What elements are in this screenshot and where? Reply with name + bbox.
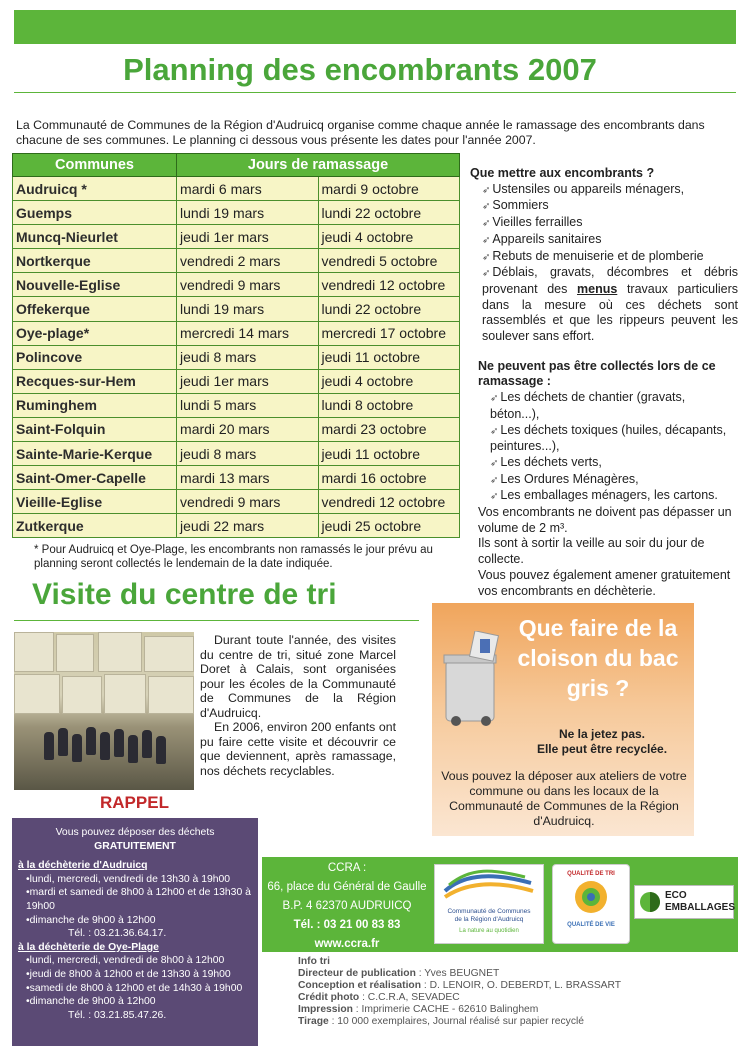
hours-line: •lundi, mercredi, vendredi de 13h30 à 19h00 bbox=[26, 873, 231, 885]
date-mars-cell: lundi 19 mars bbox=[177, 201, 318, 225]
rappel-gratuit: GRATUITEMENT bbox=[94, 840, 176, 852]
date-mars-cell: vendredi 2 mars bbox=[177, 249, 318, 273]
date-octobre-cell: mercredi 17 octobre bbox=[318, 321, 460, 345]
list-item: ➶ Les emballages ménagers, les cartons. bbox=[490, 488, 718, 503]
date-mars-cell: mardi 13 mars bbox=[177, 466, 318, 490]
commune-cell: Vieille-Eglise bbox=[13, 490, 177, 514]
encombrants-info bbox=[470, 166, 738, 599]
date-mars-cell: mardi 20 mars bbox=[177, 417, 318, 441]
commune-cell: Offekerque bbox=[13, 297, 177, 321]
commune-cell: Ruminghem bbox=[13, 393, 177, 417]
date-mars-cell: vendredi 9 mars bbox=[177, 490, 318, 514]
table-row bbox=[13, 321, 460, 345]
veille-text: Ils sont à sortir la veille au soir du jour de collecte. bbox=[478, 536, 705, 567]
list-item: ➶ Appareils sanitaires bbox=[482, 231, 602, 246]
arrow-icon: ➶ bbox=[482, 268, 491, 280]
hours-line: •dimanche de 9h00 à 12h00 bbox=[26, 914, 156, 926]
arrow-icon: ➶ bbox=[482, 184, 491, 196]
web-link[interactable]: www.ccra.fr bbox=[314, 938, 380, 950]
ccra-logo: Communauté de Communes de la Région d'Audruicq La nature au quotidien bbox=[434, 864, 544, 944]
grey-bin-icon bbox=[442, 631, 502, 727]
table-row bbox=[13, 393, 460, 417]
rappel-box bbox=[12, 818, 258, 1046]
arrow-icon: ➶ bbox=[482, 201, 491, 213]
cloison-box bbox=[432, 603, 694, 836]
arrow-icon: ➶ bbox=[490, 491, 499, 503]
list-item: ➶ Vieilles ferrailles bbox=[482, 215, 583, 230]
d1-title: à la déchèterie d'Audruicq bbox=[18, 860, 148, 872]
info-tri-credits: Info tri Directeur de publication : Yves BEUGNET Conception et réalisation : D. LENOIR, O. DEBERDT, L. BRASSART Crédit photo : C.C.R.A, SEVADEC Impression : Imprimerie CACHE - 62610 Balinghem Tirage : 10 000 exemplaires, Journal réalisé sur papier recyclé bbox=[298, 956, 622, 1027]
cloison-text: Vous pouvez la déposer aux ateliers de votre commune ou dans les locaux de la Communauté de Communes de la Région d'Audruicq. bbox=[441, 769, 687, 828]
date-octobre-cell: lundi 22 octobre bbox=[318, 201, 460, 225]
recycle-icon bbox=[553, 877, 629, 917]
date-octobre-cell: jeudi 11 octobre bbox=[318, 345, 460, 369]
date-octobre-cell: jeudi 4 octobre bbox=[318, 225, 460, 249]
not-list bbox=[470, 390, 738, 505]
table-row bbox=[13, 177, 460, 201]
date-mars-cell: lundi 5 mars bbox=[177, 393, 318, 417]
table-row bbox=[13, 345, 460, 369]
what-last-item: ➶ Déblais, gravats, décombres et débris provenant des menus travaux particuliers dans la mesure où ces déchets sont rassemblés et que les rippeurs peuvent les soulever sans effort. bbox=[482, 265, 738, 344]
commune-cell: Oye-plage* bbox=[13, 321, 177, 345]
commune-cell: Recques-sur-Hem bbox=[13, 369, 177, 393]
arrow-icon: ➶ bbox=[490, 474, 499, 486]
not-heading: Ne peuvent pas être collectés lors de ce ramassage : bbox=[478, 358, 716, 389]
dechetterie-text: Vous pouvez également amener gratuitement vos encombrants en déchèterie. bbox=[478, 567, 731, 598]
eco-emballages-logo: ECO EMBALLAGES bbox=[634, 885, 734, 919]
list-item: ➶ Les déchets de chantier (gravats, béton...), bbox=[490, 390, 686, 421]
cloison-bold: Ne la jetez pas. Elle peut être recyclée. bbox=[536, 727, 668, 756]
arrow-icon: ➶ bbox=[490, 457, 499, 469]
table-row bbox=[13, 490, 460, 514]
arrow-icon: ➶ bbox=[490, 393, 499, 405]
date-mars-cell: jeudi 1er mars bbox=[177, 369, 318, 393]
date-octobre-cell: lundi 22 octobre bbox=[318, 297, 460, 321]
date-mars-cell: jeudi 22 mars bbox=[177, 514, 318, 538]
date-mars-cell: vendredi 9 mars bbox=[177, 273, 318, 297]
rappel-label: RAPPEL bbox=[100, 793, 169, 812]
d1-hours bbox=[18, 873, 252, 927]
page-title: Planning des encombrants 2007 bbox=[123, 52, 597, 87]
table-row bbox=[13, 297, 460, 321]
contact-address: CCRA : 66, place du Général de Gaulle B.P. 4 62370 AUDRUICQ Tél. : 03 21 00 83 83 www.ccra.fr bbox=[262, 857, 432, 954]
list-item: ➶ Sommiers bbox=[482, 198, 549, 213]
list-item: ➶ Les déchets verts, bbox=[490, 454, 602, 469]
commune-cell: Saint-Omer-Capelle bbox=[13, 466, 177, 490]
date-octobre-cell: vendredi 12 octobre bbox=[318, 490, 460, 514]
intro-text: La Communauté de Communes de la Région d'Audruicq organise comme chaque année le ramassage des encombrants dans chacune de ses communes. Le planning ci dessous vous présente les dates pour l'année 2007. bbox=[16, 118, 705, 147]
list-item: ➶ Ustensiles ou appareils ménagers, bbox=[482, 181, 685, 196]
visite-p1: Durant toute l'année, des visites du centre de tri, situé zone Marcel Doret à Calais, sont organisées pour les écoles de la Communauté de Communes de la Région d'Audruicq. bbox=[200, 633, 396, 720]
table-row bbox=[13, 225, 460, 249]
schedule-header-row bbox=[13, 154, 460, 177]
date-mars-cell: jeudi 1er mars bbox=[177, 225, 318, 249]
contact-bar bbox=[262, 857, 738, 952]
col-jours: Jours de ramassage bbox=[177, 154, 460, 177]
top-green-bar bbox=[14, 10, 736, 44]
what-list bbox=[470, 182, 738, 266]
hours-line: •dimanche de 9h00 à 12h00 bbox=[26, 996, 156, 1008]
title-rule bbox=[14, 92, 736, 93]
date-octobre-cell: vendredi 5 octobre bbox=[318, 249, 460, 273]
commune-cell: Nortkerque bbox=[13, 249, 177, 273]
commune-cell: Zutkerque bbox=[13, 514, 177, 538]
qualite-tri-logo: QUALITÉ DE TRI QUALITÉ DE VIE bbox=[552, 864, 630, 944]
rappel-intro: Vous pouvez déposer des déchets bbox=[55, 827, 215, 838]
hours-line: •lundi, mercredi, vendredi de 8h00 à 12h00 bbox=[26, 955, 225, 967]
volume-text: Vos encombrants ne doivent pas dépasser un volume de 2 m³. bbox=[478, 505, 732, 535]
schedule-footnote: * Pour Audruicq et Oye-Plage, les encombrants non ramassés le jour prévu au planning seront collectés le lendemain de la date indiquée. bbox=[34, 544, 433, 570]
date-mars-cell: jeudi 8 mars bbox=[177, 442, 318, 466]
table-row bbox=[13, 273, 460, 297]
arrow-icon: ➶ bbox=[482, 218, 491, 230]
visite-title: Visite du centre de tri bbox=[32, 578, 337, 611]
schedule-table bbox=[12, 153, 460, 538]
d2-title: à la déchèterie de Oye-Plage bbox=[18, 941, 159, 953]
commune-cell: Audruicq * bbox=[13, 177, 177, 201]
table-row bbox=[13, 417, 460, 441]
point-vert-icon bbox=[639, 891, 661, 913]
d2-tel: Tél. : 03.21.85.47.26. bbox=[68, 1009, 167, 1021]
d1-tel: Tél. : 03.21.36.64.17. bbox=[68, 928, 167, 940]
table-row bbox=[13, 369, 460, 393]
arrow-icon: ➶ bbox=[482, 251, 491, 263]
date-octobre-cell: mardi 23 octobre bbox=[318, 417, 460, 441]
table-row bbox=[13, 514, 460, 538]
commune-cell: Muncq-Nieurlet bbox=[13, 225, 177, 249]
d2-hours bbox=[18, 954, 252, 1008]
date-octobre-cell: lundi 8 octobre bbox=[318, 393, 460, 417]
table-row bbox=[13, 201, 460, 225]
hours-line: •samedi de 8h00 à 12h00 et de 14h30 à 19h00 bbox=[26, 982, 243, 994]
date-mars-cell: lundi 19 mars bbox=[177, 297, 318, 321]
sorting-center-photo bbox=[14, 632, 194, 790]
visite-p2: En 2006, environ 200 enfants ont pu faire cette visite et découvrir ce que deviennent, après ramassage, nos déchets recyclables. bbox=[200, 720, 396, 778]
cloison-question: Que faire de la cloison du bac gris ? bbox=[517, 615, 679, 701]
date-mars-cell: mercredi 14 mars bbox=[177, 321, 318, 345]
commune-cell: Nouvelle-Eglise bbox=[13, 273, 177, 297]
table-row bbox=[13, 442, 460, 466]
list-item: ➶ Les Ordures Ménagères, bbox=[490, 471, 639, 486]
commune-cell: Polincove bbox=[13, 345, 177, 369]
date-mars-cell: jeudi 8 mars bbox=[177, 345, 318, 369]
hours-line: •mardi et samedi de 8h00 à 12h00 et de 13h30 à 19h00 bbox=[26, 887, 251, 912]
arrow-icon: ➶ bbox=[490, 425, 499, 437]
commune-cell: Saint-Folquin bbox=[13, 417, 177, 441]
hours-line: •jeudi de 8h00 à 12h00 et de 13h30 à 19h00 bbox=[26, 968, 231, 980]
date-octobre-cell: vendredi 12 octobre bbox=[318, 273, 460, 297]
date-octobre-cell: mardi 9 octobre bbox=[318, 177, 460, 201]
commune-cell: Guemps bbox=[13, 201, 177, 225]
arrow-icon: ➶ bbox=[482, 234, 491, 246]
date-octobre-cell: jeudi 25 octobre bbox=[318, 514, 460, 538]
date-mars-cell: mardi 6 mars bbox=[177, 177, 318, 201]
visite-text bbox=[200, 633, 396, 778]
table-row bbox=[13, 249, 460, 273]
list-item: ➶ Rebuts de menuiserie et de plomberie bbox=[482, 248, 704, 263]
list-item: ➶ Les déchets toxiques (huiles, décapants, peintures...), bbox=[490, 422, 727, 454]
visite-rule bbox=[14, 620, 419, 621]
commune-cell: Sainte-Marie-Kerque bbox=[13, 442, 177, 466]
date-octobre-cell: jeudi 11 octobre bbox=[318, 442, 460, 466]
what-heading: Que mettre aux encombrants ? bbox=[470, 166, 655, 180]
date-octobre-cell: jeudi 4 octobre bbox=[318, 369, 460, 393]
ccra-wave-icon bbox=[435, 865, 543, 903]
date-octobre-cell: mardi 16 octobre bbox=[318, 466, 460, 490]
table-row bbox=[13, 466, 460, 490]
col-communes: Communes bbox=[13, 154, 177, 177]
